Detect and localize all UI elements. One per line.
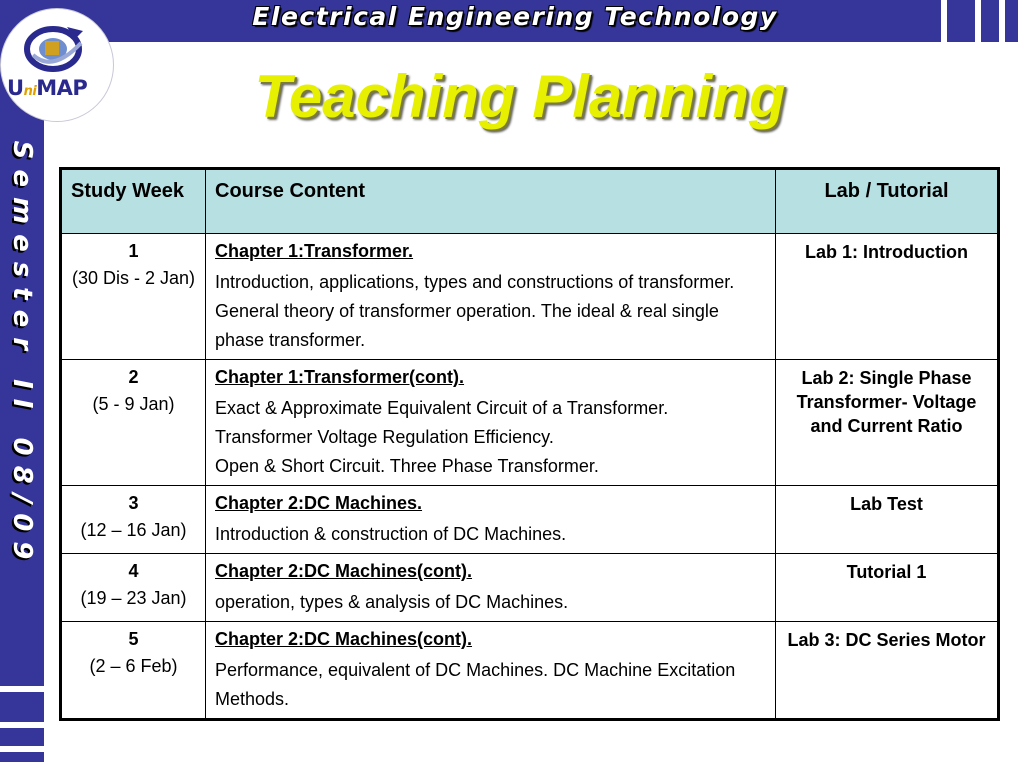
content-description: operation, types & analysis of DC Machines. [215, 592, 569, 612]
lab-cell: Tutorial 1 [776, 554, 999, 622]
banner-stripes [941, 0, 1024, 42]
week-number: 4 [128, 561, 139, 581]
week-cell [61, 234, 206, 360]
header-course-content: Course Content [206, 169, 776, 234]
content-cell [206, 234, 776, 360]
top-banner [0, 0, 1024, 42]
content-cell [206, 486, 776, 554]
table-row [61, 360, 999, 486]
table-header-row [61, 169, 999, 234]
week-number: 1 [128, 241, 139, 261]
chapter-title: Chapter 2:DC Machines(cont). [215, 629, 473, 649]
week-dates: (19 – 23 Jan) [80, 588, 187, 608]
week-cell [61, 622, 206, 720]
lab-cell: Lab 2: Single Phase Transformer- Voltage and Current Ratio [776, 360, 999, 486]
content-cell [206, 622, 776, 720]
teaching-plan-table [59, 167, 1000, 721]
week-cell [61, 554, 206, 622]
content-cell [206, 554, 776, 622]
content-description: Exact & Approximate Equivalent Circuit of a Transformer. Transformer Voltage Regulation Efficiency. [215, 398, 669, 447]
chapter-title: Chapter 1:Transformer(cont). [215, 367, 465, 387]
week-number: 3 [128, 493, 139, 513]
header-lab-tutorial: Lab / Tutorial [776, 169, 999, 234]
content-description: Open & Short Circuit. Three Phase Transformer. [215, 456, 599, 476]
week-dates: (2 – 6 Feb) [89, 656, 178, 676]
content-description: Introduction, applications, types and constructions of transformer. General theory of transformer operation. The ideal & real single phase transformer. [215, 272, 735, 350]
side-stripes [0, 686, 44, 768]
week-cell [61, 486, 206, 554]
week-dates: (30 Dis - 2 Jan) [71, 268, 196, 288]
week-number: 5 [128, 629, 139, 649]
table-row [61, 554, 999, 622]
content-cell [206, 360, 776, 486]
chapter-title: Chapter 2:DC Machines. [215, 493, 423, 513]
logo-wordmark: UniMAP [7, 76, 88, 100]
table-row [61, 622, 999, 720]
globe-swirl-icon [23, 21, 89, 77]
chapter-title: Chapter 1:Transformer. [215, 241, 414, 261]
page-title: Teaching Planning [254, 63, 786, 130]
banner-title: Electrical Engineering Technology [252, 2, 778, 31]
lab-cell: Lab Test [776, 486, 999, 554]
week-cell [61, 360, 206, 486]
week-dates: (12 – 16 Jan) [80, 520, 187, 540]
week-number: 2 [128, 367, 139, 387]
table-row [61, 234, 999, 360]
content-description: Performance, equivalent of DC Machines. DC Machine Excitation Methods. [215, 660, 736, 709]
header-study-week: Study Week [61, 169, 206, 234]
chapter-title: Chapter 2:DC Machines(cont). [215, 561, 473, 581]
semester-label: Semester II 08/09 [7, 140, 37, 570]
content-description: Introduction & construction of DC Machines. [215, 524, 567, 544]
table-row [61, 486, 999, 554]
unimap-logo [0, 8, 114, 122]
week-dates: (5 - 9 Jan) [92, 394, 175, 414]
lab-cell: Lab 1: Introduction [776, 234, 999, 360]
lab-cell: Lab 3: DC Series Motor [776, 622, 999, 720]
